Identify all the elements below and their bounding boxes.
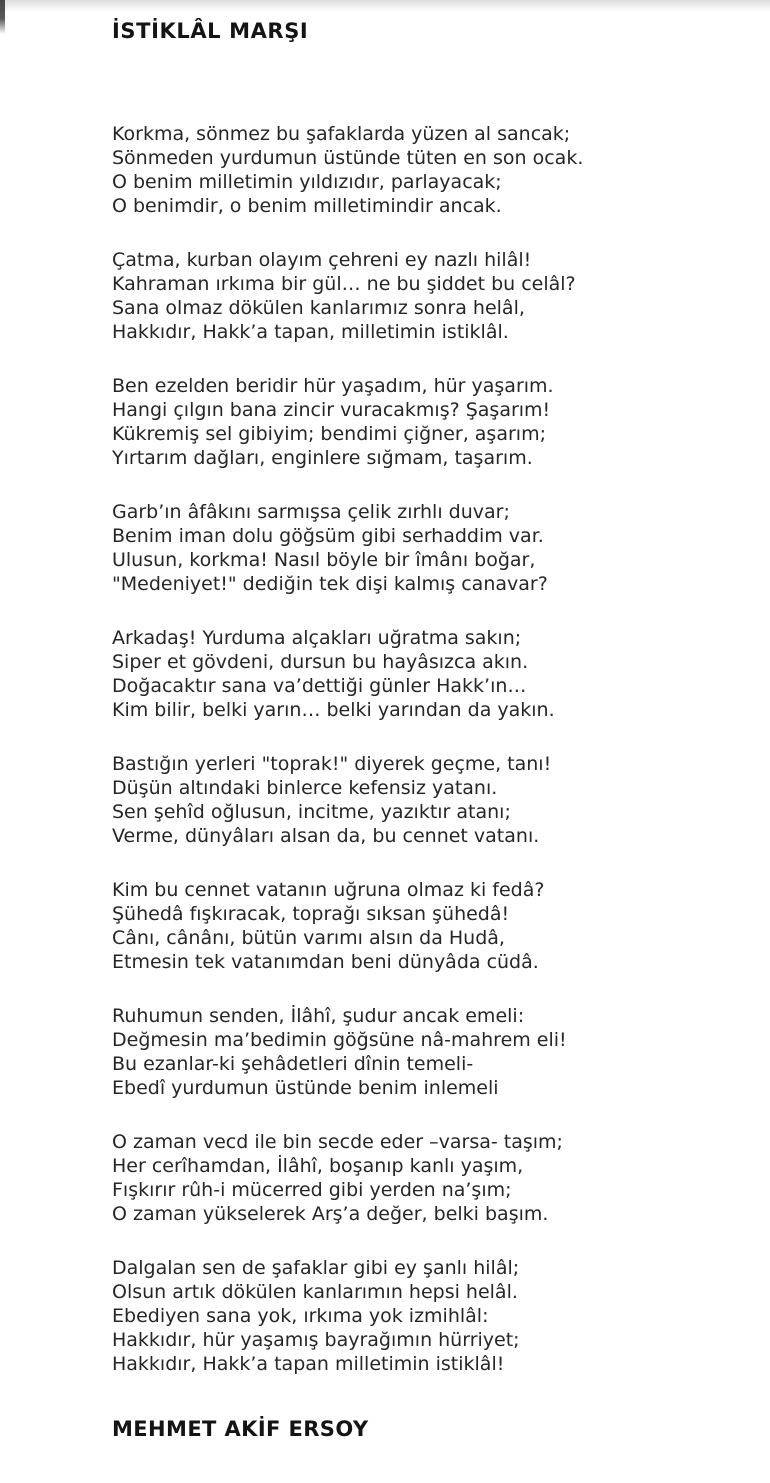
poem-line: Benim iman dolu göğsüm gibi serhaddim var. xyxy=(112,525,544,547)
poem-line: Kükremiş sel gibiyim; bendimi çiğner, aşarım; xyxy=(112,423,546,445)
poem-line: Hakkıdır, hür yaşamış bayrağımın hürriyet; xyxy=(112,1329,520,1351)
poem-line: Verme, dünyâları alsan da, bu cennet vatanı. xyxy=(112,825,540,847)
poem-line: Sönmeden yurdumun üstünde tüten en son ocak. xyxy=(112,147,584,169)
poem-line: Kahraman ırkıma bir gül… ne bu şiddet bu celâl? xyxy=(112,273,576,295)
poem-line: Siper et gövdeni, dursun bu hayâsızca akın. xyxy=(112,651,529,673)
poem-line: Hakkıdır, Hakk’a tapan milletimin istiklâl! xyxy=(112,1353,505,1375)
poem-stanza-5 xyxy=(112,626,740,722)
poem-line: O zaman yükselerek Arş’a değer, belki başım. xyxy=(112,1203,549,1225)
poem-line: Her cerîhamdan, İlâhî, boşanıp kanlı yaşım, xyxy=(112,1155,524,1177)
poem-line: Etmesin tek vatanımdan beni dünyâda cüdâ. xyxy=(112,951,539,973)
page-title: İSTİKLÂL MARŞI xyxy=(112,19,309,43)
poem-line: "Medeniyet!" dediğin tek dişi kalmış canavar? xyxy=(112,573,548,595)
poem-line: Şühedâ fışkıracak, toprağı sıksan şühedâ! xyxy=(112,903,510,925)
poem-line: O benimdir, o benim milletimindir ancak. xyxy=(112,195,502,217)
poem-stanza-4 xyxy=(112,500,740,596)
poem-stanza-10 xyxy=(112,1256,740,1376)
poem-line: Doğacaktır sana va’dettiği günler Hakk’ın… xyxy=(112,675,527,697)
poem-line: Hangi çılgın bana zincir vuracakmış? Şaşarım! xyxy=(112,399,551,421)
poem-line: Cânı, cânânı, bütün varımı alsın da Hudâ, xyxy=(112,927,505,949)
poem-line: Değmesin ma’bedimin göğsüne nâ-mahrem eli! xyxy=(112,1029,567,1051)
poem-stanza-2 xyxy=(112,248,740,344)
poem-line: Sen şehîd oğlusun, incitme, yazıktır atanı; xyxy=(112,801,511,823)
poem-stanza-7 xyxy=(112,878,740,974)
poem-stanza-6 xyxy=(112,752,740,848)
poem-line: Olsun artık dökülen kanlarımın hepsi helâl. xyxy=(112,1281,518,1303)
poem-line: O zaman vecd ile bin secde eder –varsa- taşım; xyxy=(112,1131,563,1153)
poem-line: Hakkıdır, Hakk’a tapan, milletimin istiklâl. xyxy=(112,321,509,343)
poem-line: Kim bilir, belki yarın… belki yarından da yakın. xyxy=(112,699,555,721)
poem-line: Kim bu cennet vatanın uğruna olmaz ki fedâ? xyxy=(112,879,545,901)
poem-line: O benim milletimin yıldızıdır, parlayacak; xyxy=(112,171,502,193)
poem-stanza-3 xyxy=(112,374,740,470)
poem-line: Sana olmaz dökülen kanlarımız sonra helâl, xyxy=(112,297,525,319)
poem-line: Bu ezanlar-ki şehâdetleri dînin temeli- xyxy=(112,1053,474,1075)
poem-stanza-8 xyxy=(112,1004,740,1100)
poem-line: Fışkırır rûh-i mücerred gibi yerden na’şım; xyxy=(112,1179,512,1201)
poem-line: Garb’ın âfâkını sarmışsa çelik zırhlı duvar; xyxy=(112,501,510,523)
poem-line: Çatma, kurban olayım çehreni ey nazlı hilâl! xyxy=(112,249,532,271)
poem-line: Arkadaş! Yurduma alçakları uğratma sakın; xyxy=(112,627,522,649)
poem-line: Bastığın yerleri "toprak!" diyerek geçme, tanı! xyxy=(112,753,552,775)
poem-line: Ebedî yurdumun üstünde benim inlemeli xyxy=(112,1077,499,1099)
poem-line: Düşün altındaki binlerce kefensiz yatanı. xyxy=(112,777,498,799)
poem-line: Yırtarım dağları, enginlere sığmam, taşarım. xyxy=(112,447,533,469)
poem-line: Ben ezelden beridir hür yaşadım, hür yaşarım. xyxy=(112,375,554,397)
author-name: MEHMET AKİF ERSOY xyxy=(112,1417,369,1441)
poem-line: Korkma, sönmez bu şafaklarda yüzen al sancak; xyxy=(112,123,571,145)
poem-stanza-9 xyxy=(112,1130,740,1226)
poem-line: Ulusun, korkma! Nasıl böyle bir îmânı boğar, xyxy=(112,549,536,571)
poem-line: Ebediyen sana yok, ırkıma yok izmihlâl: xyxy=(112,1305,489,1327)
poem-stanza-1 xyxy=(112,122,740,218)
poem-line: Dalgalan sen de şafaklar gibi ey şanlı hilâl; xyxy=(112,1257,520,1279)
poem-line: Ruhumun senden, İlâhî, şudur ancak emeli: xyxy=(112,1005,525,1027)
